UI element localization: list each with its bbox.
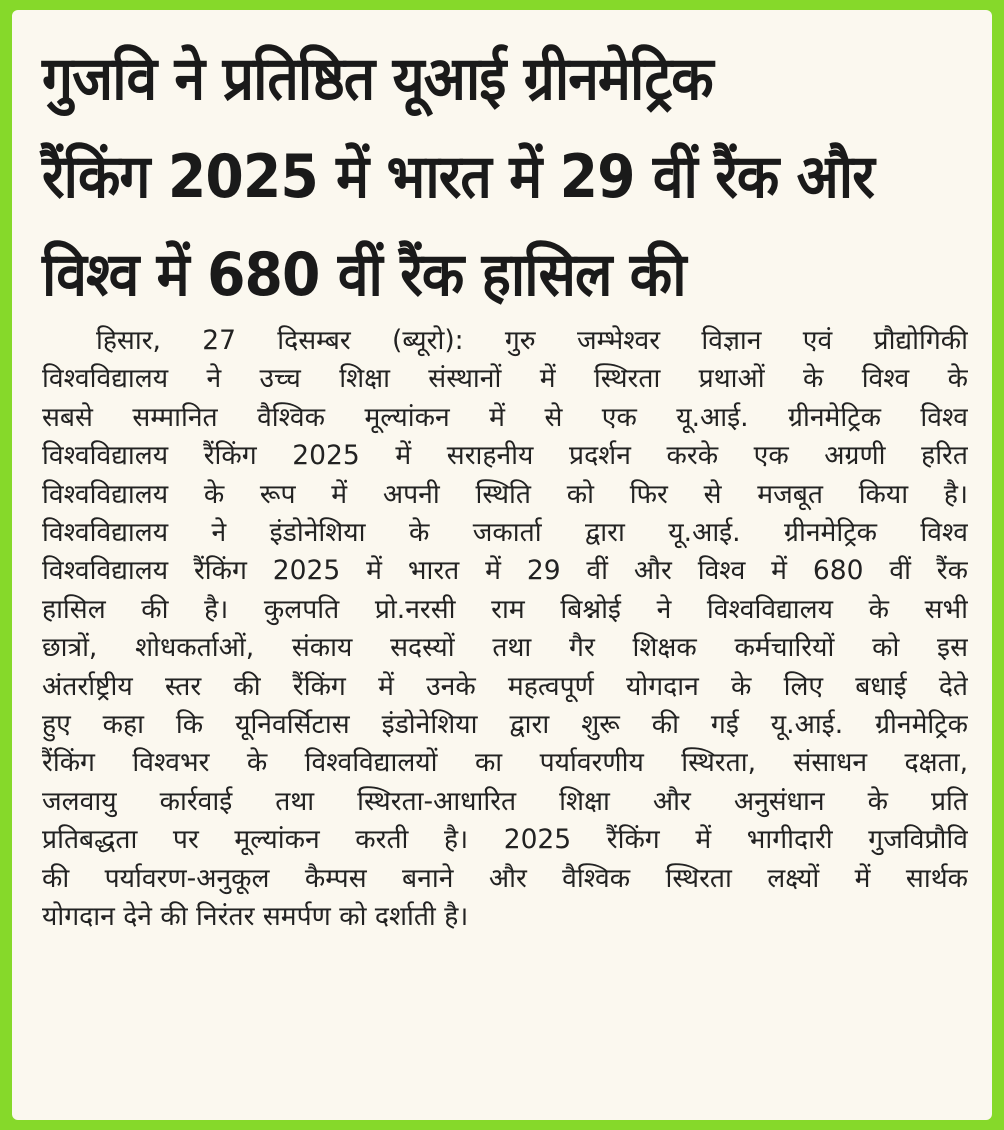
article-line: हिसार, 27 दिसम्बर (ब्यूरो): गुरु जम्भेश्वर विज्ञान एवं प्रौद्योगिकी (96, 325, 968, 356)
newspaper-clipping (12, 10, 992, 1120)
headline (42, 30, 894, 324)
article-line: जलवायु कार्रवाई तथा स्थिरता-आधारित शिक्षा और अनुसंधान के प्रति (42, 785, 968, 817)
headline-line-3: विश्व में 680 वीं रैंक हासिल की (42, 240, 686, 310)
article-line: प्रतिबद्धता पर मूल्यांकन करती है। 2025 रैंकिंग में भागीदारी गुजविप्रौवि (42, 824, 968, 856)
article-line: विश्वविद्यालय के रूप में अपनी स्थिति को फिर से मजबूत किया है। (42, 478, 968, 510)
article-line: छात्रों, शोधकर्ताओं, संकाय सदस्यों तथा गैर शिक्षक कर्मचारियों को इस (42, 632, 968, 664)
article-line: रैंकिंग विश्वभर के विश्वविद्यालयों का पर्यावरणीय स्थिरता, संसाधन दक्षता, (42, 747, 968, 779)
article-line: सबसे सम्मानित वैश्विक मूल्यांकन में से एक यू.आई. ग्रीनमेट्रिक विश्व (42, 401, 968, 433)
headline-line-2: रैंकिंग 2025 में भारत में 29 वीं रैंक और (42, 142, 874, 212)
article-line: विश्वविद्यालय रैंकिंग 2025 में सराहनीय प्रदर्शन करके एक अग्रणी हरित (42, 440, 968, 472)
article-line: विश्वविद्यालय ने इंडोनेशिया के जकार्ता द्वारा यू.आई. ग्रीनमेट्रिक विश्व (42, 517, 968, 549)
article-line: अंतर्राष्ट्रीय स्तर की रैंकिंग में उनके महत्वपूर्ण योगदान के लिए बधाई देते (42, 670, 968, 702)
article-line: विश्वविद्यालय ने उच्च शिक्षा संस्थानों में स्थिरता प्रथाओं के विश्व के (42, 363, 968, 395)
article-line: हासिल की है। कुलपति प्रो.नरसी राम बिश्नोई ने विश्वविद्यालय के सभी (42, 593, 968, 625)
article-body (42, 322, 968, 937)
article-line: विश्वविद्यालय रैंकिंग 2025 में भारत में 29 वीं और विश्व में 680 वीं रैंक (42, 555, 968, 587)
article-line: की पर्यावरण-अनुकूल कैम्पस बनाने और वैश्विक स्थिरता लक्ष्यों में सार्थक (42, 862, 968, 894)
article-line: योगदान देने की निरंतर समर्पण को दर्शाती है। (42, 901, 469, 933)
article-line: हुए कहा कि यूनिवर्सिटास इंडोनेशिया द्वारा शुरू की गई यू.आई. ग्रीनमेट्रिक (42, 709, 968, 741)
headline-line-1: गुजवि ने प्रतिष्ठित यूआई ग्रीनमेट्रिक (42, 44, 713, 114)
